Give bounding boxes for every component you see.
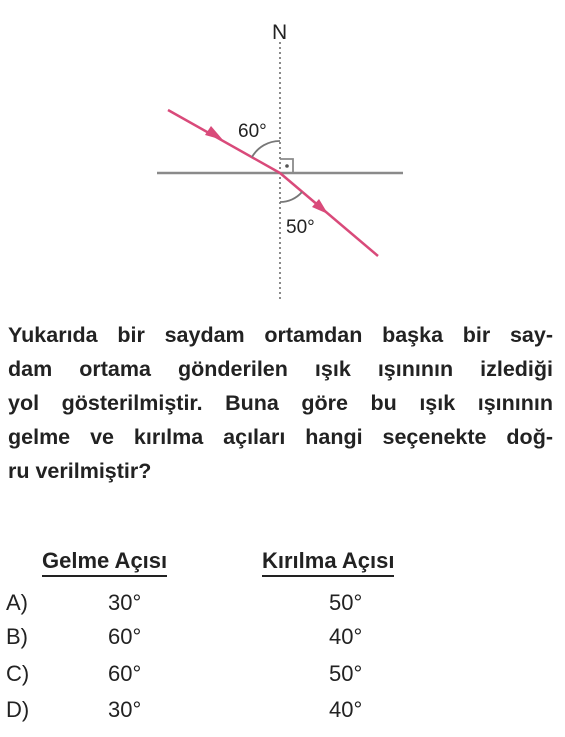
option-gelme-value: 30° [108, 697, 142, 722]
column-header-gelme: Gelme Açısı [42, 548, 167, 577]
option-letter: B) [6, 624, 28, 649]
question-line: yol gösterilmiştir. Buna göre bu ışık ışınının [8, 391, 553, 415]
refraction-angle-arc [280, 192, 302, 202]
refracted-ray [280, 173, 378, 256]
option-letter: D) [6, 697, 30, 722]
option-kirilma-value: 40° [329, 697, 363, 722]
option-letter: A) [6, 590, 28, 615]
option-a[interactable] [6, 586, 546, 620]
option-b[interactable] [6, 620, 546, 654]
option-kirilma-value: 40° [329, 624, 363, 649]
option-kirilma-value: 50° [329, 590, 363, 615]
column-header-kirilma: Kırılma Açısı [262, 548, 394, 577]
option-letter: C) [6, 661, 30, 686]
option-gelme-value: 60° [108, 624, 142, 649]
question-line: gelme ve kırılma açıları hangi seçenekte doğ- [8, 425, 553, 449]
normal-label: N [272, 21, 288, 44]
question-line: ru verilmiştir? [8, 459, 152, 483]
option-d[interactable] [6, 693, 546, 727]
question-text [8, 318, 553, 488]
incident-angle-label: 60° [238, 121, 267, 142]
refraction-angle-label: 50° [286, 217, 315, 238]
refraction-diagram [0, 0, 565, 310]
question-line: Yukarıda bir saydam ortamdan başka bir say- [8, 323, 553, 347]
option-gelme-value: 60° [108, 661, 142, 686]
option-gelme-value: 30° [108, 590, 142, 615]
right-angle-dot [285, 164, 289, 168]
option-kirilma-value: 50° [329, 661, 363, 686]
incident-ray-arrow [205, 126, 223, 140]
question-line: dam ortama gönderilen ışık ışınının izlediği [8, 357, 553, 381]
incident-angle-arc [252, 141, 280, 157]
option-c[interactable] [6, 657, 546, 691]
